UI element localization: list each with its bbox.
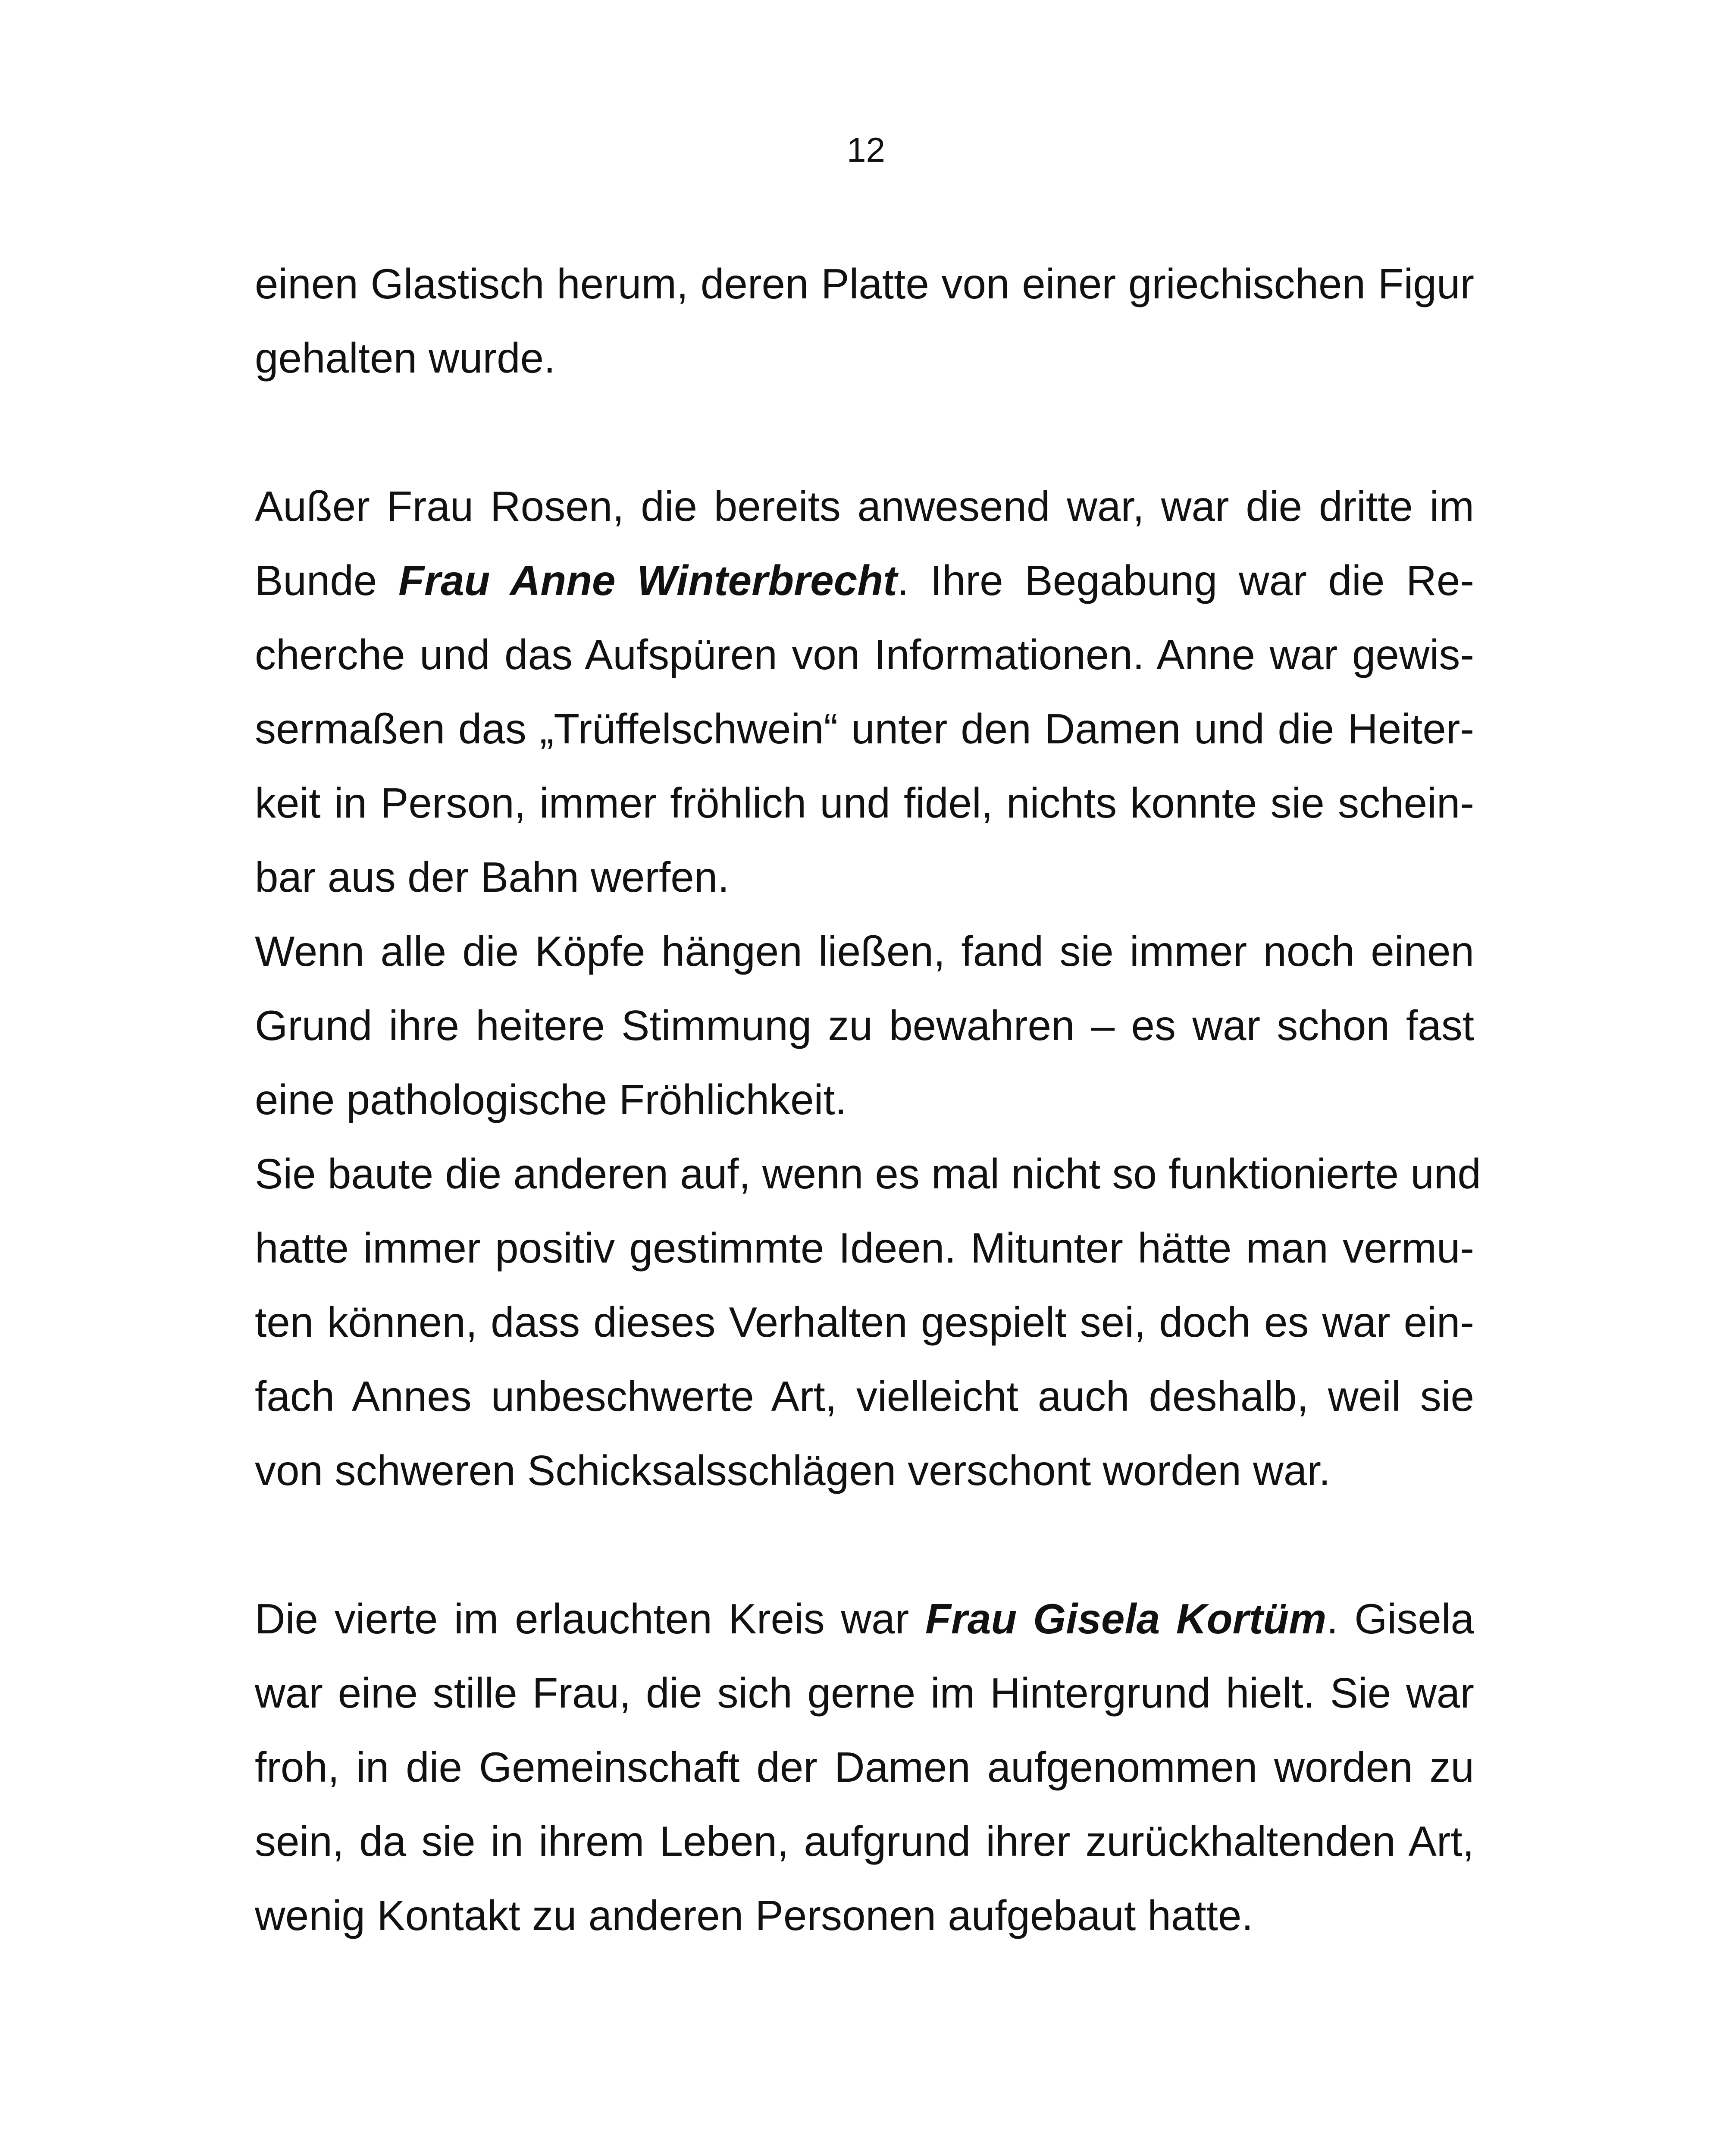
text-fragment: Die vierte im erlauchten Kreis war bbox=[255, 1595, 925, 1642]
text-line: war eine stille Frau, die sich gerne im Hintergrund hielt. Sie war bbox=[255, 1669, 1474, 1717]
text-line: gehalten wurde. bbox=[255, 334, 556, 382]
text-fragment: . Ihre Begabung war die Re- bbox=[897, 557, 1475, 604]
text-line-with-name bbox=[255, 543, 1474, 617]
text-line: Außer Frau Rosen, die bereits anwesend war, war die dritte im bbox=[255, 483, 1474, 530]
text-line: eine pathologische Fröhlichkeit. bbox=[255, 1076, 847, 1123]
text-line-with-name bbox=[255, 1582, 1474, 1656]
text-line: einen Glastisch herum, deren Platte von einer griechischen Figur bbox=[255, 260, 1474, 307]
paragraph-anne-winterbrecht bbox=[255, 469, 1474, 914]
text-line: sermaßen das „Trüffelschwein“ unter den Damen und die Heiter- bbox=[255, 705, 1474, 752]
text-line: ten können, dass dieses Verhalten gespielt sei, doch es war ein- bbox=[255, 1298, 1474, 1346]
text-line: Grund ihre heitere Stimmung zu bewahren – es war schon fast bbox=[255, 1002, 1474, 1049]
character-name: Frau Anne Winterbrecht bbox=[398, 557, 897, 604]
body-text bbox=[255, 247, 1481, 1952]
text-line: froh, in die Gemeinschaft der Damen aufgenommen worden zu bbox=[255, 1743, 1474, 1791]
character-name: Frau Gisela Kortüm bbox=[925, 1595, 1327, 1642]
paragraph-koepfe bbox=[255, 914, 1474, 1137]
page-number: 12 bbox=[847, 131, 885, 169]
text-line: hatte immer positiv gestimmte Ideen. Mitunter hätte man vermu- bbox=[255, 1224, 1474, 1272]
text-line: cherche und das Aufspüren von Informationen. Anne war gewis- bbox=[255, 631, 1474, 678]
text-line: fach Annes unbeschwerte Art, vielleicht auch deshalb, weil sie bbox=[255, 1373, 1474, 1420]
text-line: wenig Kontakt zu anderen Personen aufgebaut hatte. bbox=[255, 1892, 1253, 1939]
text-line: Sie baute die anderen auf, wenn es mal nicht so funktionierte und bbox=[255, 1150, 1481, 1197]
text-line: Wenn alle die Köpfe hängen ließen, fand sie immer noch einen bbox=[255, 928, 1474, 975]
text-fragment: Bunde bbox=[255, 557, 399, 604]
text-line: von schweren Schicksalsschlägen verschont worden war. bbox=[255, 1447, 1331, 1494]
paragraph-baute-auf bbox=[255, 1137, 1481, 1507]
paragraph-gisela-kortuem bbox=[255, 1582, 1474, 1952]
paragraph-glastisch bbox=[255, 247, 1474, 395]
paragraph-gap bbox=[255, 1507, 1474, 1582]
paragraph-gap bbox=[255, 395, 1474, 469]
text-line: sein, da sie in ihrem Leben, aufgrund ihrer zurückhaltenden Art, bbox=[255, 1818, 1474, 1865]
text-line: bar aus der Bahn werfen. bbox=[255, 853, 730, 901]
text-line: keit in Person, immer fröhlich und fidel, nichts konnte sie schein- bbox=[255, 779, 1474, 827]
text-fragment: . Gisela bbox=[1326, 1595, 1475, 1642]
